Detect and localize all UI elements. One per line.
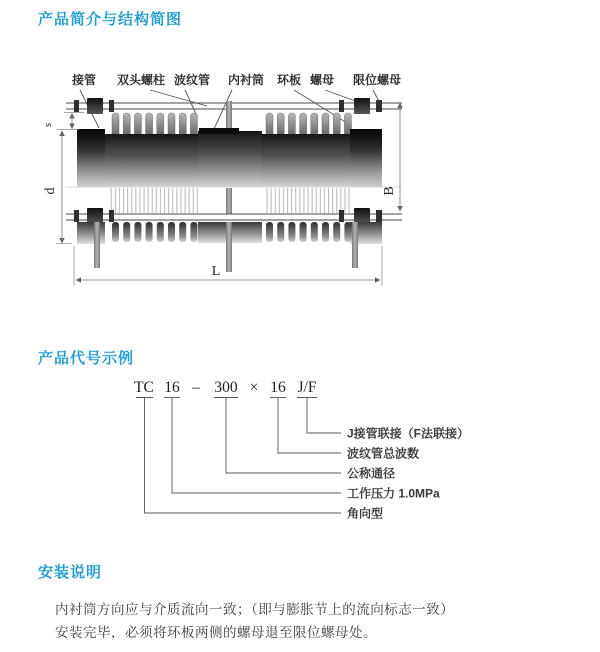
dim-l-label: L — [211, 264, 221, 279]
section-intro-heading: 产品简介与结构简图 — [38, 11, 183, 28]
callout-diameter: 公称通径 — [347, 466, 396, 481]
install-note-line-2: 安装完毕，必须将环板两侧的螺母退至限位螺母处。 — [55, 625, 377, 640]
callout-pressure: 工作压力 1.0MPa — [347, 486, 440, 501]
joint-body — [77, 128, 382, 187]
code-parts — [134, 379, 317, 396]
code-connector-lines — [136, 398, 341, 514]
code-part-diameter: 300 — [214, 379, 238, 396]
dim-b-label: B — [382, 186, 397, 196]
code-part-waves: 16 — [270, 379, 286, 396]
tie-rod-top — [66, 98, 402, 114]
center-stud-top — [226, 101, 232, 131]
callout-type: 角向型 — [347, 506, 384, 521]
part-label-neichentong: 内衬筒 — [227, 73, 265, 87]
code-part-pressure: 16 — [164, 379, 180, 396]
hanging-studs — [94, 222, 358, 272]
part-label-jieguan: 接管 — [71, 73, 97, 87]
code-callouts — [347, 426, 469, 521]
section-code-heading: 产品代号示例 — [38, 350, 135, 367]
part-label-huanban: 环板 — [276, 73, 302, 87]
code-part-dash: – — [192, 379, 200, 396]
code-part-connection: J/F — [297, 379, 317, 396]
dim-s-label: s — [42, 122, 54, 128]
section-install-heading: 安装说明 — [38, 564, 103, 581]
part-label-luomu: 螺母 — [309, 73, 335, 87]
part-label-bowenguan: 波纹管 — [173, 73, 211, 87]
dim-d-label: d — [43, 187, 58, 195]
install-note-line-1: 内衬筒方向应与介质流向一致；（即与膨胀节上的流向标志一致） — [55, 602, 455, 617]
callout-waves: 波纹管总波数 — [347, 446, 420, 461]
callout-connection: J接管联接（F法联接） — [347, 426, 470, 441]
part-label-shuangtouluozhu: 双头螺柱 — [116, 73, 166, 87]
product-code-diagram — [0, 370, 600, 560]
code-part-times: × — [249, 379, 259, 396]
part-label-xianweiluomu: 限位螺母 — [352, 73, 402, 87]
bellows-lines-lower — [110, 188, 350, 214]
code-part-type: TC — [134, 379, 154, 396]
part-callouts — [71, 72, 401, 87]
